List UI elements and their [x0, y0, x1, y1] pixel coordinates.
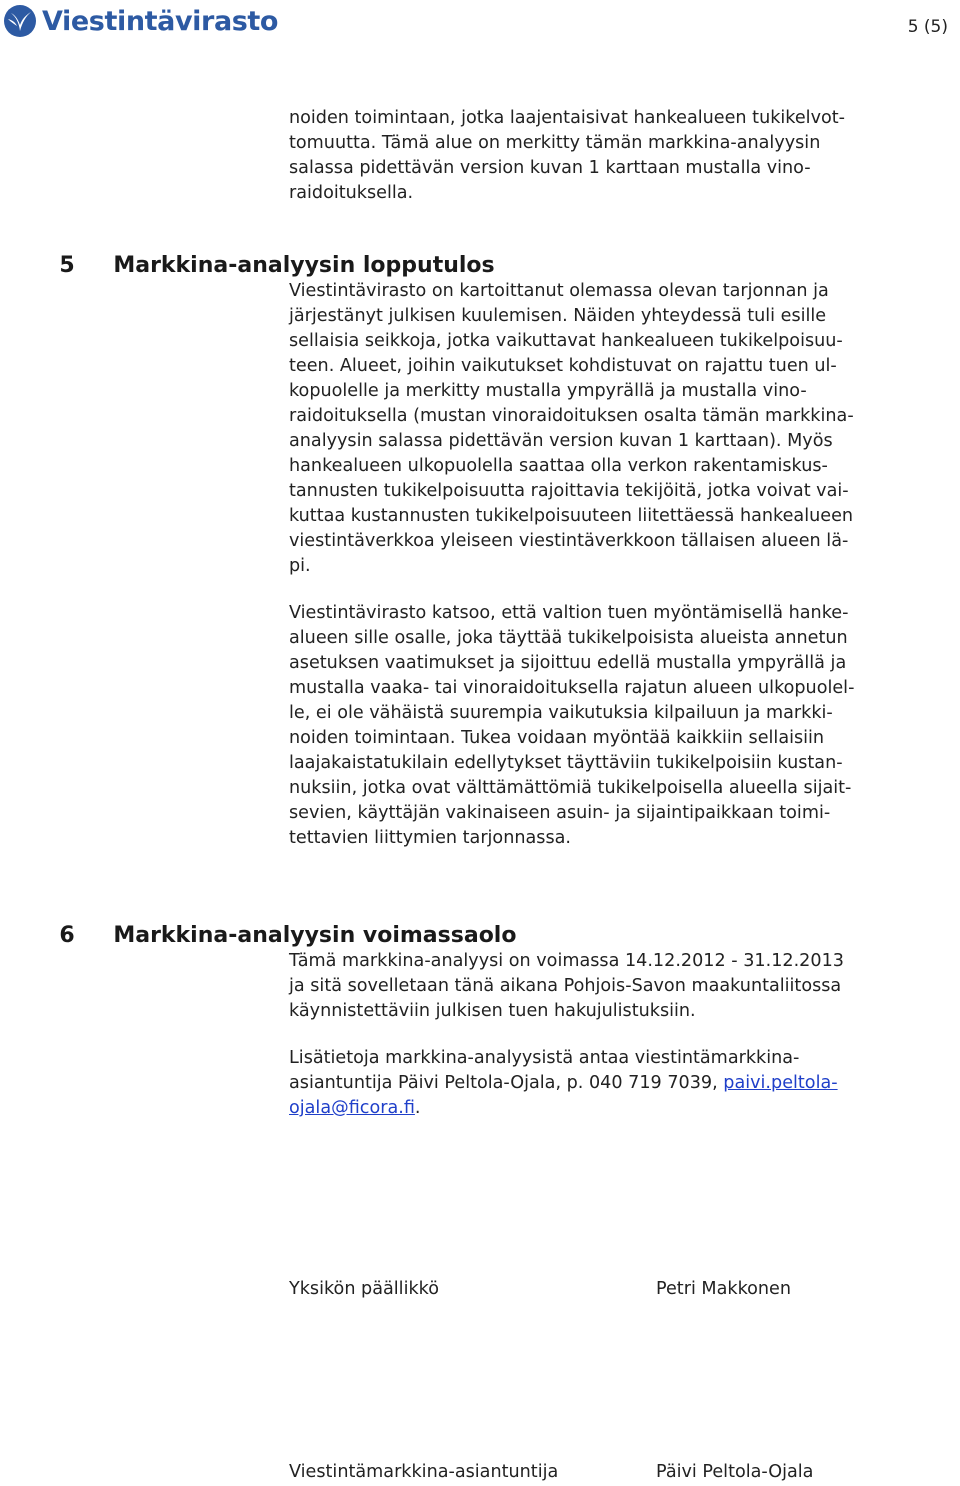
- contact-text: asiantuntija Päivi Peltola-Ojala, p. 040 719 7039,: [289, 1073, 724, 1093]
- section-5-paragraph-1: [289, 279, 949, 579]
- text-line: nuksiin, jotka ovat välttämättömiä tukikelpoisella alueella sijait-: [289, 778, 852, 798]
- email-link[interactable]: paivi.peltola-: [723, 1073, 838, 1093]
- signature-title-2: Viestintämarkkina-asiantuntija: [289, 1462, 559, 1482]
- text-line: pi.: [289, 556, 311, 576]
- text-line: analyysin salassa pidettävän version kuvan 1 karttaan). Myös: [289, 431, 833, 451]
- contact-paragraph: [289, 1046, 949, 1121]
- section-6-heading: [44, 898, 516, 948]
- text-line: tannusten tukikelpoisuutta rajoittavia tekijöitä, jotka voivat vai-: [289, 481, 849, 501]
- logo-text: Viestintävirasto: [42, 5, 279, 37]
- text-line: sellaisia seikkoja, jotka vaikuttavat hankealueen tukikelpoisuu-: [289, 331, 843, 351]
- text-line: tomuutta. Tämä alue on merkitty tämän markkina-analyysin: [289, 133, 821, 153]
- text-line: le, ei ole vähäistä suurempia vaikutuksia kilpailuun ja markki-: [289, 703, 833, 723]
- text-line: noiden toimintaan. Tukea voidaan myöntää kaikkiin sellaisiin: [289, 728, 825, 748]
- viestintavirasto-logo-icon: [2, 3, 38, 39]
- text-line: salassa pidettävän version kuvan 1 karttaan mustalla vino-: [289, 158, 811, 178]
- text-line: [289, 1096, 949, 1121]
- email-link[interactable]: ojala@ficora.fi: [289, 1098, 415, 1118]
- section-number: 5: [59, 253, 75, 278]
- text-line: Tämä markkina-analyysi on voimassa 14.12.2012 - 31.12.2013: [289, 951, 844, 971]
- text-line: kopuolelle ja merkitty mustalla ympyrällä ja mustalla vino-: [289, 381, 807, 401]
- agency-logo: [2, 3, 278, 39]
- text-line: noiden toimintaan, jotka laajentaisivat hankealueen tukikelvot-: [289, 108, 845, 128]
- page-number: 5 (5): [907, 17, 948, 37]
- text-line: tettavien liittymien tarjonnassa.: [289, 828, 571, 848]
- page-header: [0, 0, 960, 50]
- text-line: raidoituksella (mustan vinoraidoituksen osalta tämän markkina-: [289, 406, 854, 426]
- text-line: Viestintävirasto katsoo, että valtion tuen myöntämisellä hanke-: [289, 603, 849, 623]
- text-line: sevien, käyttäjän vakinaiseen asuin- ja sijaintipaikkaan toimi-: [289, 803, 831, 823]
- signature-name-2: Päivi Peltola-Ojala: [656, 1462, 814, 1482]
- section-title: Markkina-analyysin voimassaolo: [113, 923, 517, 948]
- section-5-paragraph-2: [289, 601, 949, 851]
- text-line: laajakaistatukilain edellytykset täyttäviin tukikelpoisiin kustan-: [289, 753, 843, 773]
- text-line: hankealueen ulkopuolella saattaa olla verkon rakentamiskus-: [289, 456, 828, 476]
- text-line: asetuksen vaatimukset ja sijoittuu edellä mustalla ympyrällä ja: [289, 653, 847, 673]
- text-line: [289, 1071, 949, 1096]
- section-6-paragraph-1: [289, 949, 949, 1024]
- section-number: 6: [59, 923, 75, 948]
- text-line: järjestänyt julkisen kuulemisen. Näiden yhteydessä tuli esille: [289, 306, 827, 326]
- text-line: teen. Alueet, joihin vaikutukset kohdistuvat on rajattu tuen ul-: [289, 356, 837, 376]
- punctuation: .: [414, 1098, 421, 1118]
- text-line: raidoituksella.: [289, 183, 414, 203]
- section-5-heading: [44, 228, 495, 278]
- intro-paragraph: [289, 106, 949, 206]
- section-title: Markkina-analyysin lopputulos: [113, 253, 495, 278]
- text-line: Viestintävirasto on kartoittanut olemassa olevan tarjonnan ja: [289, 281, 829, 301]
- signature-name-1: Petri Makkonen: [656, 1279, 792, 1299]
- text-line: ja sitä sovelletaan tänä aikana Pohjois-Savon maakuntaliitossa: [289, 976, 842, 996]
- text-line: mustalla vaaka- tai vinoraidoituksella rajatun alueen ulkopuolel-: [289, 678, 855, 698]
- signature-title-1: Yksikön päällikkö: [289, 1279, 439, 1299]
- text-line: Lisätietoja markkina-analyysistä antaa viestintämarkkina-: [289, 1048, 800, 1068]
- text-line: käynnistettäviin julkisen tuen hakujulistuksiin.: [289, 1001, 696, 1021]
- text-line: viestintäverkkoa yleiseen viestintäverkkoon tällaisen alueen lä-: [289, 531, 849, 551]
- text-line: alueen sille osalle, joka täyttää tukikelpoisista alueista annetun: [289, 628, 848, 648]
- text-line: kuttaa kustannusten tukikelpoisuuteen liitettäessä hankealueen: [289, 506, 854, 526]
